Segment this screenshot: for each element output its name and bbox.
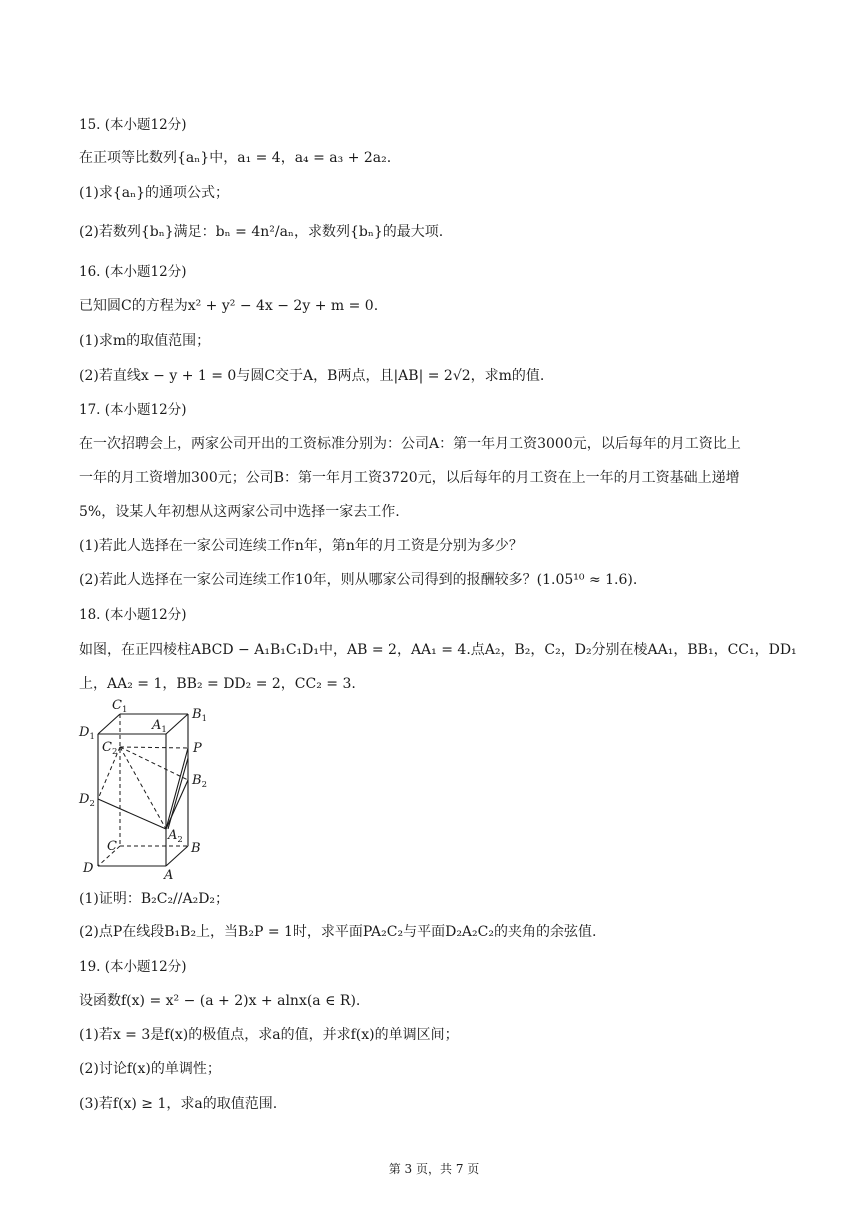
problem-17-statement-line-3: 5%，设某人年初想从这两家公司中选择一家去工作.: [79, 504, 400, 520]
prism-figure: [76, 698, 226, 880]
problem-18-header: 18. (本小题12分): [79, 607, 187, 623]
svg-text:D1: $D_1$: [79, 725, 95, 742]
problem-19-part-2: (2)讨论f(x)的单调性；: [79, 1061, 221, 1077]
problem-16-statement: 已知圆C的方程为x² + y² − 4x − 2y + m = 0.: [79, 298, 379, 314]
page-footer: 第 3 页，共 7 页: [388, 1162, 480, 1176]
label-B1: [191, 707, 207, 724]
problem-16-header: 16. (本小题12分): [79, 264, 187, 280]
label-C1: [112, 698, 127, 715]
svg-text:C: C: [107, 839, 117, 854]
svg-text:D2: $D_2$: [79, 792, 95, 809]
label-C2: [102, 740, 117, 757]
svg-text:B2: $B_2$: [192, 773, 207, 790]
problem-18-statement-line-2: 上，AA₂ = 1，BB₂ = DD₂ = 2，CC₂ = 3.: [79, 676, 356, 692]
problem-15-part-1: (1)求{aₙ}的通项公式；: [79, 185, 230, 201]
label-A: [163, 868, 173, 880]
svg-text:C2: $C_2$: [102, 740, 118, 757]
svg-text:A1: $A_1$: [152, 718, 167, 735]
svg-text:D: D: [83, 861, 94, 876]
problem-19-part-1: (1)若x = 3是f(x)的极值点，求a的值，并求f(x)的单调区间；: [79, 1027, 459, 1043]
problem-15-statement: 在正项等比数列{aₙ}中，a₁ = 4，a₄ = a₃ + 2a₂.: [79, 150, 392, 166]
svg-text:P: P: [193, 741, 202, 756]
problem-15-part-2: (2)若数列{bₙ}满足：bₙ = 4n²/aₙ，求数列{bₙ}的最大项.: [79, 224, 444, 240]
label-A1: [151, 718, 167, 735]
problem-16-part-1: (1)求m的取值范围；: [79, 333, 211, 349]
svg-text:C1: $C_1$: [112, 698, 128, 715]
problem-17-part-1: (1)若此人选择在一家公司连续工作n年，第n年的月工资是分别为多少？: [79, 538, 523, 554]
svg-text:A2: $A_2$: [168, 828, 183, 845]
problem-16-part-2: (2)若直线x − y + 1 = 0与圆C交于A，B两点，且|AB| = 2√2，求m的值.: [79, 368, 545, 384]
svg-text:A: A: [164, 868, 174, 880]
svg-text:B: B: [191, 841, 201, 856]
label-B: [190, 841, 201, 856]
problem-17-statement-line-1: 在一次招聘会上，两家公司开出的工资标准分别为：公司A：第一年月工资3000元，以后每年的月工资比上: [79, 436, 741, 452]
problem-17-header: 17. (本小题12分): [79, 402, 187, 418]
label-P: [192, 741, 202, 756]
label-C: [107, 839, 117, 854]
problem-17-statement-line-2: 一年的月工资增加300元；公司B：第一年月工资3720元，以后每年的月工资在上一年的月工资基础上递增: [79, 470, 740, 486]
label-D2: [78, 792, 95, 809]
problem-17-part-2: (2)若此人选择在一家公司连续工作10年，则从哪家公司得到的报酬较多？(1.05¹⁰ ≈ 1.6).: [79, 572, 638, 588]
problem-19-statement: 设函数f(x) = x² − (a + 2)x + alnx(a ∈ R).: [79, 993, 361, 1009]
problem-18-statement-line-1: 如图，在正四棱柱ABCD − A₁B₁C₁D₁中，AB = 2，AA₁ = 4.点A₂，B₂，C₂，D₂分别在棱AA₁，BB₁，CC₁，DD₁: [79, 642, 797, 658]
label-A2: [167, 828, 183, 845]
label-B2: [191, 773, 207, 790]
label-D1: [78, 725, 95, 742]
problem-19-header: 19. (本小题12分): [79, 959, 187, 975]
problem-19-part-3: (3)若f(x) ≥ 1，求a的取值范围.: [79, 1096, 278, 1112]
problem-18-part-2: (2)点P在线段B₁B₂上，当B₂P = 1时，求平面PA₂C₂与平面D₂A₂C₂的夹角的余弦值.: [79, 924, 597, 940]
problem-15-header: 15. (本小题12分): [79, 117, 187, 133]
label-D: [82, 861, 94, 876]
problem-18-part-1: (1)证明：B₂C₂//A₂D₂；: [79, 891, 230, 907]
svg-text:B1: $B_1$: [192, 707, 207, 724]
